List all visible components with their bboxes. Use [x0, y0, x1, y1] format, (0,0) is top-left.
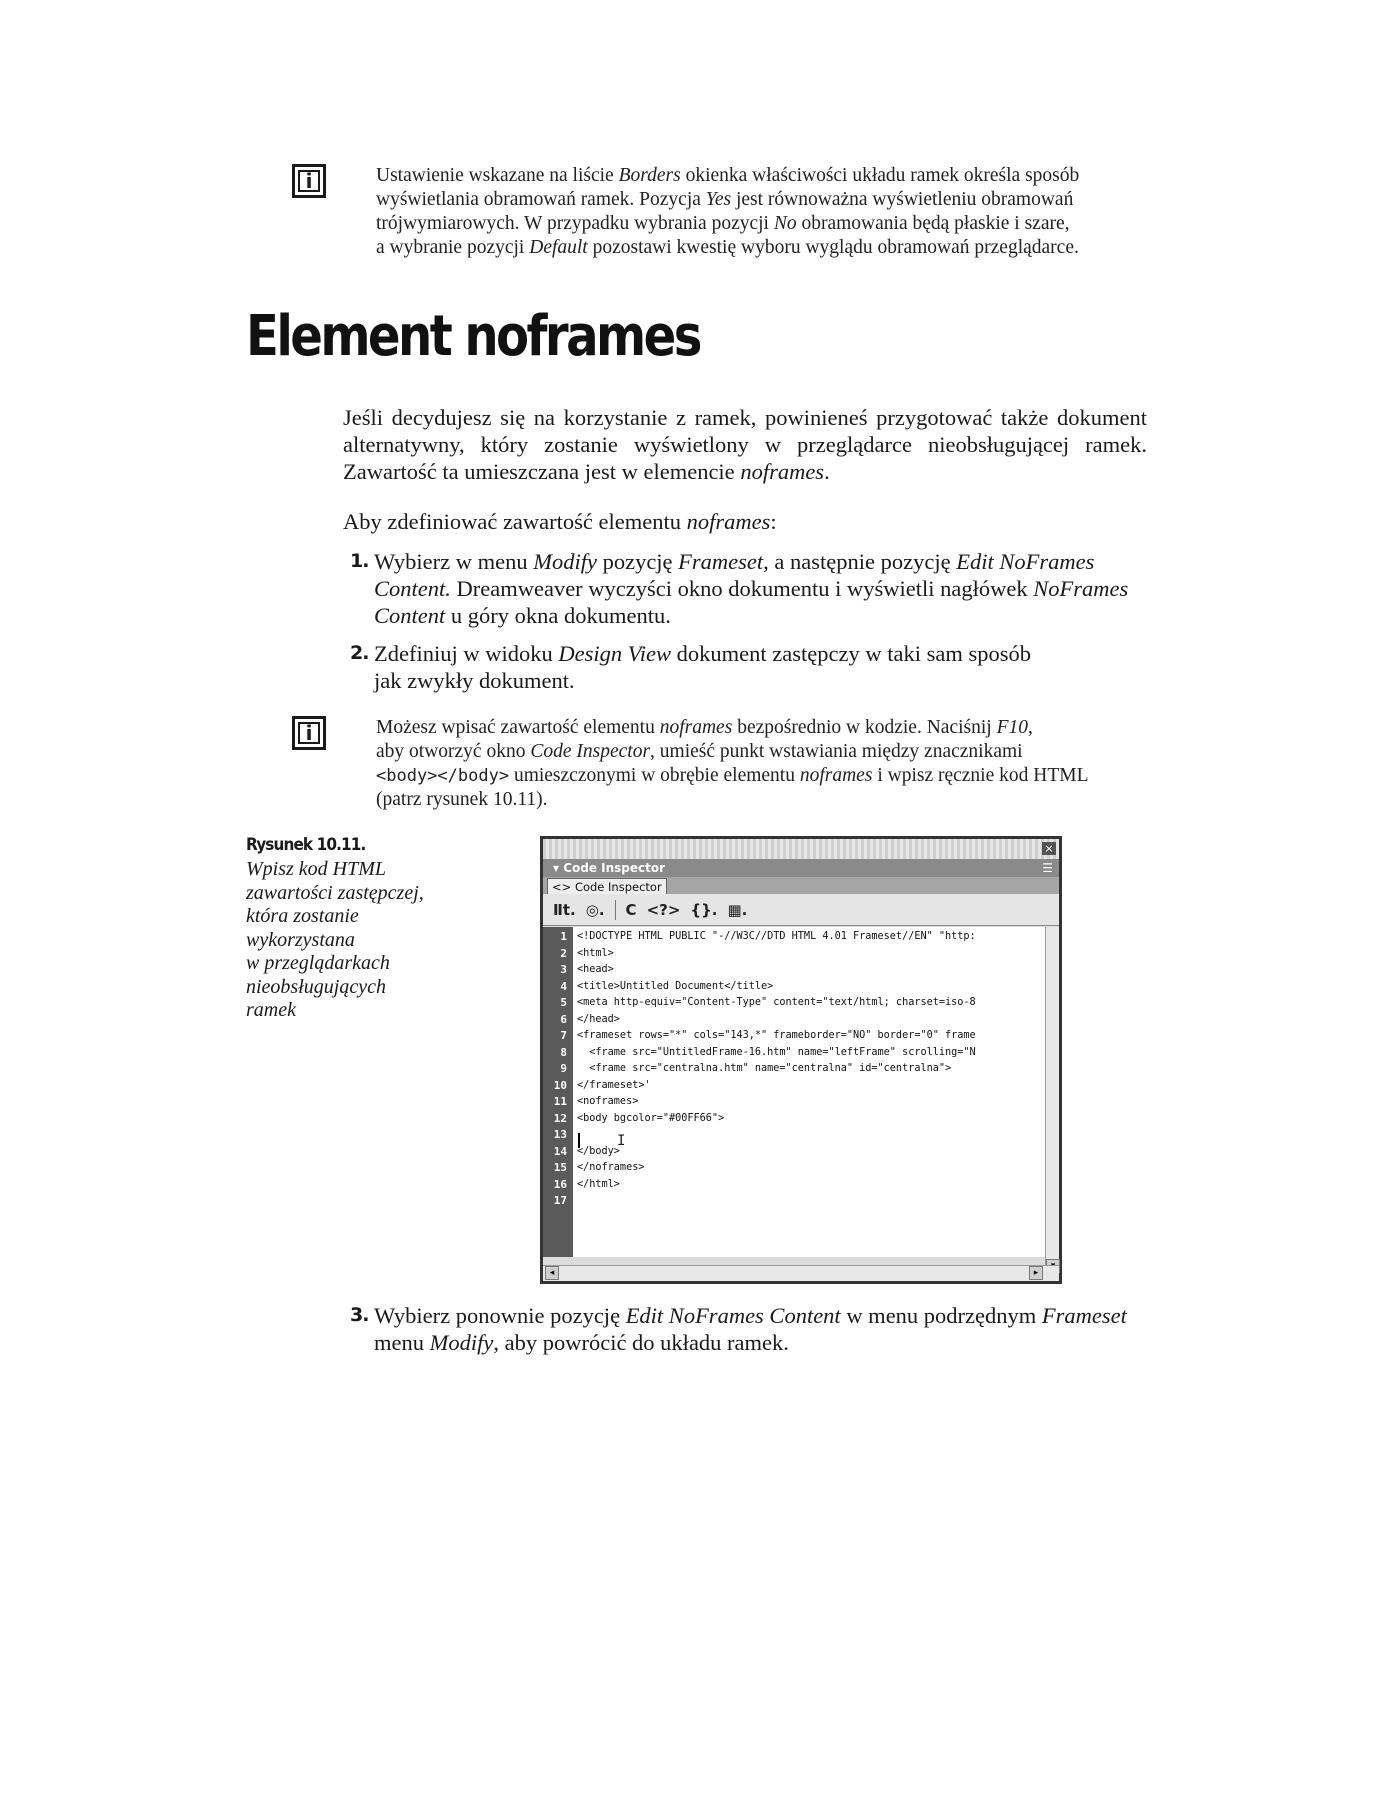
file-management-icon[interactable]: Ⅱt.	[553, 900, 576, 919]
step-line: menu Modify, aby powrócić do układu ramek.	[374, 1330, 789, 1355]
lead-paragraph: Aby zdefiniować zawartość elementu noframes:	[343, 509, 777, 534]
horizontal-scrollbar[interactable]	[543, 1265, 1059, 1281]
caption-line: wykorzystana	[246, 928, 355, 951]
code-line: <title>Untitled Document</title>	[577, 980, 774, 992]
code-line: </html>	[577, 1178, 620, 1190]
code-line: <frame src="centralna.htm" name="centralna" id="centralna">	[577, 1063, 952, 1074]
figure-caption-text	[246, 858, 446, 1023]
tab-bar	[543, 877, 1059, 894]
note-line: <body></body> umieszczonymi w obrębie elementu noframes i wpisz ręcznie kod HTML	[376, 765, 1089, 786]
ibeam-cursor-icon: I	[617, 1133, 626, 1149]
toolbar-divider	[615, 900, 616, 920]
caption-line: Wpisz kod HTML	[246, 858, 387, 880]
step-line: Content u góry okna dokumentu.	[374, 603, 671, 628]
tab-code-inspector[interactable]: <> Code Inspector	[547, 878, 667, 894]
line-number: 14	[553, 1144, 567, 1158]
code-icon: <>	[552, 880, 572, 894]
caption-line: ramek	[246, 999, 296, 1021]
intro-paragraph: Jeśli decydujesz się na korzystanie z ramek, powinieneś przygotować także dokument alternatywny, który zostanie wyświetlony w przeglądarce nieobsługującej ramek. Zawartość ta umieszczana jest w elemencie noframes.	[343, 405, 1147, 484]
line-number: 1	[560, 930, 567, 943]
window-frame-top	[543, 839, 1059, 859]
line-number: 12	[553, 1111, 567, 1125]
code-line: <body bgcolor="#00FF66">	[577, 1112, 725, 1124]
step-2	[350, 640, 1031, 694]
step-line: jak zwykły dokument.	[374, 668, 575, 693]
caption-line: w przeglądarkach	[246, 952, 390, 974]
line-number: 8	[560, 1045, 567, 1059]
note-line: a wybranie pozycji Default pozostawi kwestię wyboru wyglądu obramowań przeglądarce.	[376, 237, 1079, 258]
code-line: <html>	[577, 947, 614, 959]
line-number: 2	[560, 946, 567, 960]
note-code-inspector	[376, 716, 1136, 812]
line-number: 7	[560, 1029, 567, 1042]
scroll-left-icon[interactable]: ◂	[545, 1266, 559, 1280]
figure-caption	[246, 834, 446, 1023]
line-number: 10	[553, 1078, 567, 1092]
line-number: 17	[553, 1194, 567, 1207]
info-icon: i	[292, 164, 326, 198]
line-number-gutter	[543, 927, 573, 1257]
step-line: Zdefiniuj w widoku Design View dokument zastępczy w taki sam sposób	[374, 641, 1031, 666]
note-line: Ustawienie wskazane na liście Borders okienka właściwości układu ramek określa sposób	[376, 165, 1080, 186]
note-line: Możesz wpisać zawartość elementu noframes bezpośrednio w kodzie. Naciśnij F10,	[376, 717, 1033, 738]
line-number: 5	[560, 996, 567, 1009]
step-number: 2.	[350, 642, 369, 664]
section-heading: Element noframes	[246, 304, 700, 369]
figure-label: Rysunek 10.11.	[246, 835, 366, 855]
code-line: <!DOCTYPE HTML PUBLIC "-//W3C//DTD HTML 4.01 Frameset//EN" "http:	[577, 931, 976, 942]
line-number: 11	[553, 1095, 567, 1108]
note-line: trójwymiarowych. W przypadku wybrania pozycji No obramowania będą płaskie i szare,	[376, 213, 1070, 234]
line-number: 15	[553, 1161, 567, 1174]
code-line: <frame src="UntitledFrame-16.htm" name="leftFrame" scrolling="N	[577, 1046, 976, 1058]
code-line: <head>	[577, 964, 614, 975]
code-line: <frameset rows="*" cols="143,*" frameborder="NO" border="0" frame	[577, 1030, 976, 1041]
panel-title: ▾ Code Inspector	[553, 861, 666, 875]
panel-title-bar[interactable]	[543, 859, 1059, 877]
line-number: 4	[560, 979, 567, 993]
caption-line: która zostanie	[246, 905, 359, 927]
line-number: 16	[553, 1177, 567, 1191]
preview-browser-icon[interactable]: ◎.	[585, 900, 605, 919]
step-number: 3.	[350, 1304, 369, 1326]
options-menu-icon[interactable]: ☰	[1042, 861, 1053, 875]
code-line: </head>	[577, 1013, 620, 1025]
view-options-icon[interactable]: ▦.	[727, 900, 748, 919]
code-line: </frameset>'	[577, 1079, 651, 1091]
code-line: <meta http-equiv="Content-Type" content="text/html; charset=iso-8	[577, 997, 976, 1008]
code-navigation-icon[interactable]: <?>	[646, 900, 681, 919]
caption-line: zawartości zastępczej,	[246, 881, 424, 904]
line-number: 6	[560, 1012, 567, 1026]
note-line: (patrz rysunek 10.11).	[376, 789, 548, 810]
scroll-right-icon[interactable]: ▸	[1029, 1266, 1043, 1280]
line-number: 3	[560, 963, 567, 976]
step-line: Wybierz ponownie pozycję Edit NoFrames Content w menu podrzędnym Frameset	[374, 1303, 1127, 1328]
line-number: 9	[560, 1062, 567, 1075]
toolbar	[543, 894, 1059, 926]
vertical-scrollbar[interactable]	[1045, 927, 1059, 1273]
note-line: wyświetlania obramowań ramek. Pozycja Yes jest równoważna wyświetleniu obramowań	[376, 189, 1074, 210]
refresh-icon[interactable]: C	[625, 900, 637, 919]
code-editor[interactable]	[573, 927, 1059, 1257]
note-line: aby otworzyć okno Code Inspector, umieść punkt wstawiania między znacznikami	[376, 741, 1023, 762]
code-line: </body>	[577, 1145, 620, 1157]
code-line: </noframes>	[577, 1162, 645, 1173]
line-number: 13	[553, 1128, 567, 1141]
close-icon[interactable]: ×	[1042, 842, 1056, 855]
info-icon: i	[292, 716, 326, 750]
code-line: <noframes>	[577, 1096, 639, 1107]
step-3	[350, 1302, 1127, 1356]
note-borders	[376, 164, 1136, 260]
step-number: 1.	[350, 550, 369, 572]
code-inspector-window	[540, 836, 1062, 1284]
step-line: Content. Dreamweaver wyczyści okno dokumentu i wyświetli nagłówek NoFrames	[374, 576, 1129, 601]
braces-icon[interactable]: {}.	[690, 900, 718, 919]
caption-line: nieobsługujących	[246, 975, 386, 998]
step-line: Wybierz w menu Modify pozycję Frameset, a następnie pozycję Edit NoFrames	[374, 549, 1095, 574]
step-1	[350, 548, 1128, 629]
